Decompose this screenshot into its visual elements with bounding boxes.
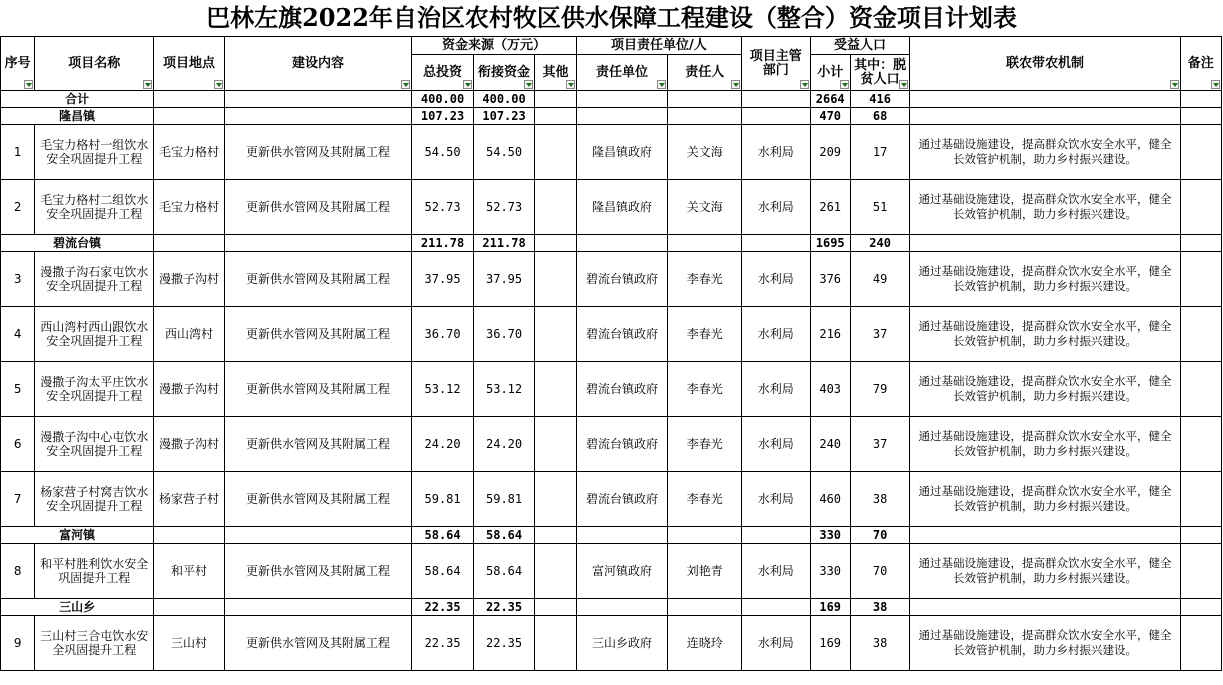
- row-people: 209: [810, 125, 850, 180]
- row-unit: 碧流台镇政府: [576, 472, 668, 527]
- page-title: 巴林左旗2022年自治区农村牧区供水保障工程建设（整合）资金项目计划表: [206, 3, 1017, 32]
- group-linked: 22.35: [473, 599, 535, 616]
- row-other: [535, 252, 576, 307]
- row-dept: 水利局: [742, 362, 811, 417]
- row-seq: 6: [1, 417, 35, 472]
- row-project-name: 毛宝力格村二组饮水安全巩固提升工程: [35, 180, 154, 235]
- row-people: 240: [810, 417, 850, 472]
- row-people: 169: [810, 616, 850, 671]
- cell: [154, 527, 225, 544]
- group-people: 1695: [810, 235, 850, 252]
- row-poor: 49: [850, 252, 910, 307]
- header-dept[interactable]: 项目主管部门: [742, 37, 811, 91]
- row-mechanism: 通过基础设施建设，提高群众饮水安全水平，健全长效管护机制，助力乡村振兴建设。: [910, 252, 1180, 307]
- total-invest: 400.00: [412, 91, 474, 108]
- table-row: [1, 252, 1222, 307]
- filter-dropdown-icon[interactable]: [524, 80, 533, 89]
- row-unit: 碧流台镇政府: [576, 362, 668, 417]
- filter-dropdown-icon[interactable]: [24, 80, 33, 89]
- row-people: 216: [810, 307, 850, 362]
- group-poor: 38: [850, 599, 910, 616]
- group-invest: 22.35: [412, 599, 474, 616]
- row-content: 更新供水管网及其附属工程: [224, 616, 412, 671]
- row-invest: 54.50: [412, 125, 474, 180]
- cell: [535, 599, 576, 616]
- row-dept: 水利局: [742, 616, 811, 671]
- row-seq: 5: [1, 362, 35, 417]
- header-content[interactable]: 建设内容: [224, 37, 412, 91]
- header-resp-unit[interactable]: 责任单位: [576, 55, 668, 91]
- cell: [910, 527, 1180, 544]
- row-other: [535, 544, 576, 599]
- header-other[interactable]: 其他: [535, 55, 576, 91]
- cell: [576, 108, 668, 125]
- row-project-name: 西山湾村西山跟饮水安全巩固提升工程: [35, 307, 154, 362]
- cell: [668, 108, 742, 125]
- cell: [1180, 599, 1221, 616]
- group-linked: 211.78: [473, 235, 535, 252]
- row-poor: 37: [850, 417, 910, 472]
- filter-dropdown-icon[interactable]: [657, 80, 666, 89]
- group-linked: 107.23: [473, 108, 535, 125]
- filter-dropdown-icon[interactable]: [1211, 80, 1220, 89]
- cell: [668, 527, 742, 544]
- header-mechanism[interactable]: 联农带农机制: [910, 37, 1180, 91]
- row-location: 漫撒子沟村: [154, 362, 225, 417]
- header-remark[interactable]: 备注: [1180, 37, 1221, 91]
- group-linked: 58.64: [473, 527, 535, 544]
- row-remark: [1180, 544, 1221, 599]
- row-unit: 富河镇政府: [576, 544, 668, 599]
- row-seq: 1: [1, 125, 35, 180]
- row-invest: 37.95: [412, 252, 474, 307]
- table-row: [1, 544, 1222, 599]
- cell: [224, 599, 412, 616]
- project-table: [0, 36, 1222, 671]
- group-people: 330: [810, 527, 850, 544]
- row-people: 330: [810, 544, 850, 599]
- row-unit: 隆昌镇政府: [576, 125, 668, 180]
- row-mechanism: 通过基础设施建设，提高群众饮水安全水平，健全长效管护机制，助力乡村振兴建设。: [910, 472, 1180, 527]
- cell: [154, 235, 225, 252]
- row-project-name: 漫撒子沟中心屯饮水安全巩固提升工程: [35, 417, 154, 472]
- row-linked: 36.70: [473, 307, 535, 362]
- row-remark: [1180, 252, 1221, 307]
- total-poor: 416: [850, 91, 910, 108]
- total-row: [1, 91, 1222, 108]
- total-people: 2664: [810, 91, 850, 108]
- row-content: 更新供水管网及其附属工程: [224, 252, 412, 307]
- row-project-name: 三山村三合屯饮水安全巩固提升工程: [35, 616, 154, 671]
- row-seq: 9: [1, 616, 35, 671]
- group-row: [1, 108, 1222, 125]
- row-dept: 水利局: [742, 252, 811, 307]
- cell: [535, 527, 576, 544]
- filter-dropdown-icon[interactable]: [731, 80, 740, 89]
- row-other: [535, 472, 576, 527]
- row-project-name: 毛宝力格村一组饮水安全巩固提升工程: [35, 125, 154, 180]
- header-poor[interactable]: 其中：脱贫人口: [850, 55, 910, 91]
- row-person: 关文海: [668, 180, 742, 235]
- row-person: 李春光: [668, 307, 742, 362]
- row-remark: [1180, 125, 1221, 180]
- group-invest: 58.64: [412, 527, 474, 544]
- row-invest: 52.73: [412, 180, 474, 235]
- cell: [1180, 527, 1221, 544]
- row-content: 更新供水管网及其附属工程: [224, 307, 412, 362]
- row-person: 李春光: [668, 362, 742, 417]
- row-location: 漫撒子沟村: [154, 417, 225, 472]
- cell: [742, 91, 811, 108]
- row-location: 杨家营子村: [154, 472, 225, 527]
- row-person: 连晓玲: [668, 616, 742, 671]
- header-beneficiaries: 受益人口: [810, 37, 910, 55]
- row-seq: 7: [1, 472, 35, 527]
- table-row: [1, 125, 1222, 180]
- row-remark: [1180, 472, 1221, 527]
- row-poor: 38: [850, 472, 910, 527]
- row-location: 西山湾村: [154, 307, 225, 362]
- row-project-name: 漫撒子沟石家屯饮水安全巩固提升工程: [35, 252, 154, 307]
- row-person: 刘艳青: [668, 544, 742, 599]
- row-dept: 水利局: [742, 125, 811, 180]
- row-location: 三山村: [154, 616, 225, 671]
- cell: [742, 108, 811, 125]
- row-unit: 碧流台镇政府: [576, 417, 668, 472]
- row-poor: 79: [850, 362, 910, 417]
- cell: [535, 91, 576, 108]
- row-linked: 59.81: [473, 472, 535, 527]
- row-poor: 17: [850, 125, 910, 180]
- header-linked-fund[interactable]: 衔接资金: [473, 55, 535, 91]
- row-seq: 4: [1, 307, 35, 362]
- row-other: [535, 417, 576, 472]
- filter-dropdown-icon[interactable]: [566, 80, 575, 89]
- row-other: [535, 362, 576, 417]
- row-location: 毛宝力格村: [154, 180, 225, 235]
- row-invest: 58.64: [412, 544, 474, 599]
- row-dept: 水利局: [742, 544, 811, 599]
- group-name: 三山乡: [1, 599, 154, 616]
- cell: [668, 235, 742, 252]
- row-remark: [1180, 362, 1221, 417]
- filter-dropdown-icon[interactable]: [401, 80, 410, 89]
- row-people: 376: [810, 252, 850, 307]
- row-content: 更新供水管网及其附属工程: [224, 417, 412, 472]
- row-linked: 58.64: [473, 544, 535, 599]
- table-row: [1, 472, 1222, 527]
- header-resp-person[interactable]: 责任人: [668, 55, 742, 91]
- row-remark: [1180, 180, 1221, 235]
- row-mechanism: 通过基础设施建设，提高群众饮水安全水平，健全长效管护机制，助力乡村振兴建设。: [910, 544, 1180, 599]
- cell: [154, 599, 225, 616]
- filter-dropdown-icon[interactable]: [463, 80, 472, 89]
- row-project-name: 漫撒子沟太平庄饮水安全巩固提升工程: [35, 362, 154, 417]
- table-row: [1, 616, 1222, 671]
- row-linked: 54.50: [473, 125, 535, 180]
- row-remark: [1180, 307, 1221, 362]
- cell: [742, 599, 811, 616]
- row-poor: 70: [850, 544, 910, 599]
- row-location: 漫撒子沟村: [154, 252, 225, 307]
- cell: [224, 527, 412, 544]
- cell: [576, 527, 668, 544]
- header-location[interactable]: 项目地点: [154, 37, 225, 91]
- cell: [154, 108, 225, 125]
- cell: [154, 91, 225, 108]
- row-project-name: 和平村胜利饮水安全巩固提升工程: [35, 544, 154, 599]
- group-invest: 211.78: [412, 235, 474, 252]
- header-seq[interactable]: 序号: [1, 37, 35, 91]
- row-people: 403: [810, 362, 850, 417]
- row-poor: 38: [850, 616, 910, 671]
- cell: [668, 91, 742, 108]
- row-invest: 36.70: [412, 307, 474, 362]
- filter-dropdown-icon[interactable]: [840, 80, 849, 89]
- cell: [1180, 108, 1221, 125]
- row-poor: 37: [850, 307, 910, 362]
- table-row: [1, 362, 1222, 417]
- row-mechanism: 通过基础设施建设，提高群众饮水安全水平，健全长效管护机制，助力乡村振兴建设。: [910, 125, 1180, 180]
- cell: [742, 235, 811, 252]
- cell: [910, 235, 1180, 252]
- row-content: 更新供水管网及其附属工程: [224, 180, 412, 235]
- group-name: 隆昌镇: [1, 108, 154, 125]
- group-poor: 240: [850, 235, 910, 252]
- group-poor: 68: [850, 108, 910, 125]
- row-content: 更新供水管网及其附属工程: [224, 472, 412, 527]
- filter-dropdown-icon[interactable]: [1170, 80, 1179, 89]
- cell: [576, 599, 668, 616]
- group-poor: 70: [850, 527, 910, 544]
- group-people: 169: [810, 599, 850, 616]
- group-name: 碧流台镇: [1, 235, 154, 252]
- filter-dropdown-icon[interactable]: [214, 80, 223, 89]
- row-mechanism: 通过基础设施建设，提高群众饮水安全水平，健全长效管护机制，助力乡村振兴建设。: [910, 307, 1180, 362]
- cell: [668, 599, 742, 616]
- cell: [910, 599, 1180, 616]
- cell: [742, 527, 811, 544]
- group-invest: 107.23: [412, 108, 474, 125]
- row-people: 261: [810, 180, 850, 235]
- filter-dropdown-icon[interactable]: [800, 80, 809, 89]
- row-dept: 水利局: [742, 472, 811, 527]
- table-row: [1, 180, 1222, 235]
- total-label: 合计: [1, 91, 154, 108]
- row-seq: 8: [1, 544, 35, 599]
- row-linked: 52.73: [473, 180, 535, 235]
- row-remark: [1180, 417, 1221, 472]
- row-mechanism: 通过基础设施建设，提高群众饮水安全水平，健全长效管护机制，助力乡村振兴建设。: [910, 362, 1180, 417]
- row-linked: 24.20: [473, 417, 535, 472]
- cell: [910, 108, 1180, 125]
- cell: [1180, 91, 1221, 108]
- group-people: 470: [810, 108, 850, 125]
- header-name[interactable]: 项目名称: [35, 37, 154, 91]
- row-mechanism: 通过基础设施建设，提高群众饮水安全水平，健全长效管护机制，助力乡村振兴建设。: [910, 616, 1180, 671]
- row-people: 460: [810, 472, 850, 527]
- row-unit: 碧流台镇政府: [576, 307, 668, 362]
- row-linked: 53.12: [473, 362, 535, 417]
- row-poor: 51: [850, 180, 910, 235]
- row-unit: 三山乡政府: [576, 616, 668, 671]
- row-invest: 22.35: [412, 616, 474, 671]
- cell: [224, 235, 412, 252]
- group-name: 富河镇: [1, 527, 154, 544]
- row-person: 关文海: [668, 125, 742, 180]
- row-unit: 碧流台镇政府: [576, 252, 668, 307]
- row-dept: 水利局: [742, 180, 811, 235]
- row-linked: 37.95: [473, 252, 535, 307]
- cell: [224, 108, 412, 125]
- row-person: 李春光: [668, 417, 742, 472]
- table-row: [1, 417, 1222, 472]
- row-other: [535, 616, 576, 671]
- row-unit: 隆昌镇政府: [576, 180, 668, 235]
- cell: [1180, 235, 1221, 252]
- filter-dropdown-icon[interactable]: [899, 80, 908, 89]
- row-other: [535, 125, 576, 180]
- header-subtotal[interactable]: 小计: [810, 55, 850, 91]
- row-location: 和平村: [154, 544, 225, 599]
- row-content: 更新供水管网及其附属工程: [224, 125, 412, 180]
- row-invest: 59.81: [412, 472, 474, 527]
- group-row: [1, 235, 1222, 252]
- header-total-invest[interactable]: 总投资: [412, 55, 474, 91]
- row-linked: 22.35: [473, 616, 535, 671]
- row-other: [535, 307, 576, 362]
- row-location: 毛宝力格村: [154, 125, 225, 180]
- row-content: 更新供水管网及其附属工程: [224, 362, 412, 417]
- header-fund-source: 资金来源（万元）: [412, 37, 576, 55]
- row-project-name: 杨家营子村窝吉饮水安全巩固提升工程: [35, 472, 154, 527]
- row-seq: 2: [1, 180, 35, 235]
- cell: [576, 235, 668, 252]
- filter-dropdown-icon[interactable]: [143, 80, 152, 89]
- row-content: 更新供水管网及其附属工程: [224, 544, 412, 599]
- group-row: [1, 599, 1222, 616]
- cell: [224, 91, 412, 108]
- table-row: [1, 307, 1222, 362]
- row-other: [535, 180, 576, 235]
- cell: [535, 235, 576, 252]
- row-person: 李春光: [668, 472, 742, 527]
- cell: [576, 91, 668, 108]
- cell: [910, 91, 1180, 108]
- row-remark: [1180, 616, 1221, 671]
- header-responsible: 项目责任单位/人: [576, 37, 741, 55]
- group-row: [1, 527, 1222, 544]
- row-mechanism: 通过基础设施建设，提高群众饮水安全水平，健全长效管护机制，助力乡村振兴建设。: [910, 180, 1180, 235]
- cell: [535, 108, 576, 125]
- total-linked: 400.00: [473, 91, 535, 108]
- row-invest: 24.20: [412, 417, 474, 472]
- row-dept: 水利局: [742, 417, 811, 472]
- row-seq: 3: [1, 252, 35, 307]
- row-person: 李春光: [668, 252, 742, 307]
- row-dept: 水利局: [742, 307, 811, 362]
- row-invest: 53.12: [412, 362, 474, 417]
- row-mechanism: 通过基础设施建设，提高群众饮水安全水平，健全长效管护机制，助力乡村振兴建设。: [910, 417, 1180, 472]
